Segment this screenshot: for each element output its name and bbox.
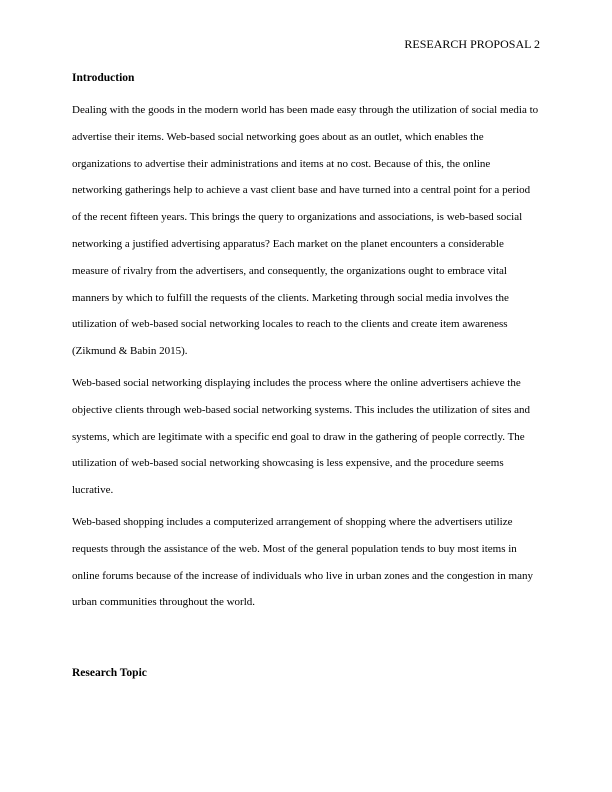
document-body <box>72 70 540 682</box>
introduction-paragraph-2: Web-based social networking displaying includes the process where the online advertisers achieve the objective clients through web-based social networking systems. This includes the utilization of sites and systems, which are legitimate with a specific end goal to draw in the gathering of people correctly. The utilization of web-based social networking showcasing is less expensive, and the procedure seems lucrative. <box>72 376 531 497</box>
introduction-heading: Introduction <box>72 72 135 84</box>
running-head: RESEARCH PROPOSAL 2 <box>404 37 540 51</box>
introduction-paragraph-1: Dealing with the goods in the modern world has been made easy through the utilization of social media to advertise their items. Web-based social networking goes about as an outlet, which enables the organizations to advertise their administrations and items at no cost. Because of this, the online networking gatherings help to achieve a vast client base and have turned into a central point for a period of the recent fifteen years. This brings the query to organizations and associations, is web-based social networking a justified advertising apparatus? Each market on the planet encounters a considerable measure of rivalry from the advertisers, and consequently, the organizations ought to embrace vital manners by which to fulfill the requests of the clients. Marketing through social media involves the utilization of web-based social networking locales to reach to the clients and create item awareness (Zikmund & Babin 2015). <box>72 104 539 358</box>
research-topic-heading: Research Topic <box>72 667 147 680</box>
introduction-paragraph-3: Web-based shopping includes a computerized arrangement of shopping where the advertisers utilize requests through the assistance of the web. Most of the general population tends to buy most items in online forums because of the increase of individuals who live in urban zones and the congestion in many urban communities throughout the world. <box>72 515 533 609</box>
